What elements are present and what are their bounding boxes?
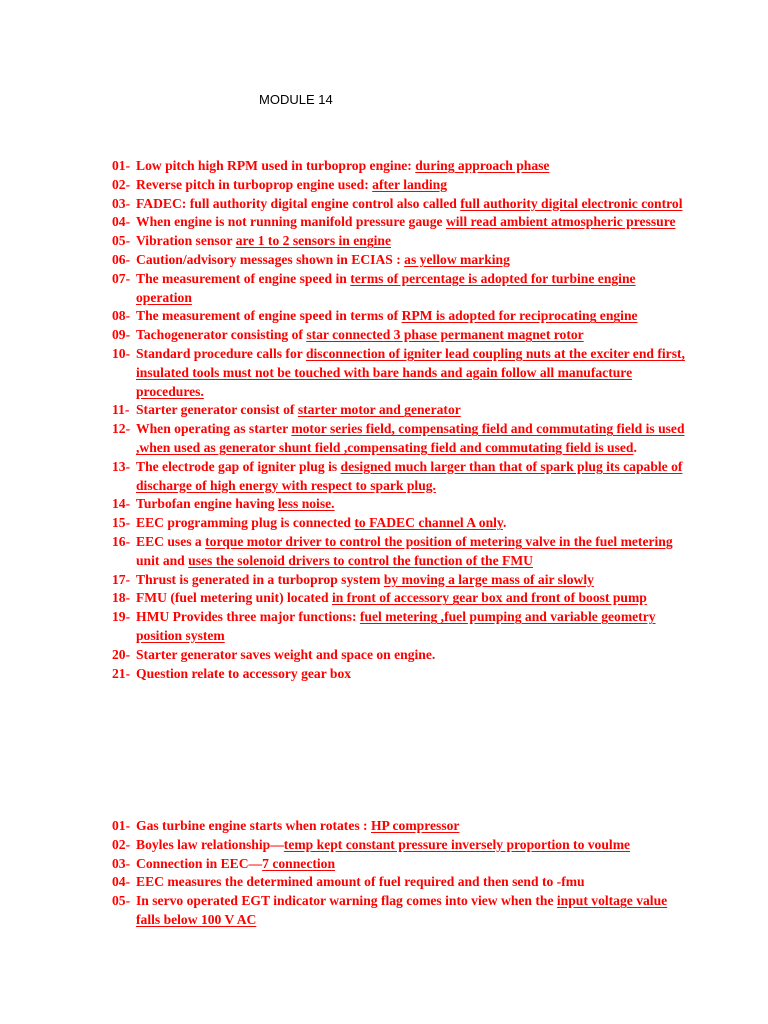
question-list-2 bbox=[112, 817, 692, 930]
question-text: Vibration sensor bbox=[136, 233, 236, 249]
list-item bbox=[112, 326, 692, 345]
item-text bbox=[136, 836, 692, 855]
item-number: 09- bbox=[112, 327, 131, 343]
list-item bbox=[112, 213, 692, 232]
question-text: Starter generator saves weight and space on engine. bbox=[136, 646, 436, 662]
list-item bbox=[112, 646, 692, 665]
list-item bbox=[112, 892, 692, 930]
answer-text: motor series field, compensating field and commutating field is used ,when used as generator shunt field ,compensating field and commutating field is used bbox=[136, 421, 685, 455]
list-item bbox=[112, 533, 692, 571]
item-number: 04- bbox=[112, 214, 131, 230]
item-text bbox=[136, 571, 692, 590]
item-number: 04- bbox=[112, 874, 131, 890]
question-list-1 bbox=[112, 157, 692, 683]
item-number: 12- bbox=[112, 421, 131, 437]
item-text bbox=[136, 495, 692, 514]
item-number: 01- bbox=[112, 158, 131, 173]
item-text bbox=[136, 608, 692, 646]
question-text: Standard procedure calls for bbox=[136, 345, 306, 361]
answer-text: 7 connection bbox=[262, 855, 336, 871]
question-text: EEC uses a bbox=[136, 533, 206, 549]
item-number: 20- bbox=[112, 646, 131, 662]
list-item bbox=[112, 571, 692, 590]
question-text: Starter generator consist of bbox=[136, 402, 298, 418]
item-number: 02- bbox=[112, 176, 131, 192]
answer-text: uses the solenoid drivers to control the function of the FMU bbox=[188, 552, 533, 568]
item-text bbox=[136, 195, 692, 214]
answer-text: starter motor and generator bbox=[297, 402, 461, 418]
question-text: Tachogenerator consisting of bbox=[136, 327, 307, 343]
list-item bbox=[112, 420, 692, 458]
item-text bbox=[136, 232, 692, 251]
question-text: FMU (fuel metering unit) located bbox=[136, 590, 332, 606]
item-text bbox=[136, 589, 692, 608]
list-item bbox=[112, 817, 692, 836]
question-text: EEC measures the determined amount of fuel required and then send to -fmu bbox=[136, 874, 585, 890]
item-text bbox=[136, 646, 692, 665]
item-text bbox=[136, 420, 692, 458]
question-text: Question relate to accessory gear box bbox=[136, 665, 352, 681]
item-number: 08- bbox=[112, 308, 131, 324]
item-number: 05- bbox=[112, 233, 131, 249]
list-item bbox=[112, 514, 692, 533]
answer-text: star connected 3 phase permanent magnet rotor bbox=[306, 327, 584, 343]
item-text bbox=[136, 401, 692, 420]
item-text bbox=[136, 892, 692, 930]
item-text bbox=[136, 326, 692, 345]
item-text bbox=[136, 176, 692, 195]
question-text: Gas turbine engine starts when rotates : bbox=[136, 818, 371, 833]
item-number: 15- bbox=[112, 515, 131, 531]
item-number: 13- bbox=[112, 458, 131, 474]
list-item bbox=[112, 195, 692, 214]
item-text bbox=[136, 514, 692, 533]
list-item bbox=[112, 608, 692, 646]
list-item bbox=[112, 251, 692, 270]
list-item bbox=[112, 458, 692, 496]
answer-text: in front of accessory gear box and front of boost pump bbox=[331, 590, 647, 606]
list-item bbox=[112, 855, 692, 874]
item-number: 18- bbox=[112, 590, 131, 606]
list-item bbox=[112, 589, 692, 608]
question-text: Caution/advisory messages shown in ECIAS : bbox=[136, 251, 405, 267]
question-text: . bbox=[502, 515, 507, 531]
item-text bbox=[136, 307, 692, 326]
list-item bbox=[112, 873, 692, 892]
item-number: 05- bbox=[112, 893, 131, 909]
list-item bbox=[112, 401, 692, 420]
answer-text: fuel metering ,fuel pumping and variable geometry position system bbox=[136, 609, 656, 643]
list-item bbox=[112, 836, 692, 855]
answer-text: disconnection of igniter lead coupling nuts at the exciter end first, insulated tools must not be touched with bare hands and again follow all manufacture procedures. bbox=[136, 345, 685, 399]
answer-text: HP compressor bbox=[370, 818, 460, 833]
answer-text: RPM is adopted for reciprocating engine bbox=[401, 308, 638, 324]
item-number: 16- bbox=[112, 533, 131, 549]
answer-text: designed much larger than that of spark plug its capable of discharge of high energy with respect to spark plug. bbox=[136, 458, 683, 493]
item-number: 03- bbox=[112, 855, 131, 871]
answer-text: as yellow marking bbox=[404, 251, 510, 267]
item-text bbox=[136, 213, 692, 232]
item-text bbox=[136, 855, 692, 874]
question-text: The measurement of engine speed in bbox=[136, 270, 351, 286]
page-title: MODULE 14 bbox=[259, 92, 333, 107]
item-text bbox=[136, 157, 692, 176]
question-text: HMU Provides three major functions: bbox=[136, 609, 360, 625]
answer-text: input voltage value falls below 100 V AC bbox=[136, 893, 668, 927]
question-text: unit and bbox=[136, 552, 189, 568]
item-number: 02- bbox=[112, 836, 131, 852]
item-text bbox=[136, 251, 692, 270]
answer-text: full authority digital electronic control bbox=[460, 195, 683, 211]
question-text: Reverse pitch in turboprop engine used: bbox=[136, 176, 373, 192]
item-number: 21- bbox=[112, 665, 131, 681]
question-text: The measurement of engine speed in terms of bbox=[136, 308, 402, 324]
question-text: EEC programming plug is connected bbox=[136, 515, 355, 531]
question-text: The electrode gap of igniter plug is bbox=[136, 458, 341, 474]
list-item bbox=[112, 665, 692, 684]
item-text bbox=[136, 458, 692, 496]
question-text: . bbox=[633, 439, 637, 455]
item-number: 03- bbox=[112, 195, 131, 211]
answer-text: less noise. bbox=[277, 496, 335, 512]
item-text bbox=[136, 665, 692, 684]
question-text: When engine is not running manifold pressure gauge bbox=[136, 214, 446, 230]
item-text bbox=[136, 873, 692, 892]
answer-text: are 1 to 2 sensors in engine bbox=[235, 233, 392, 249]
list-item bbox=[112, 495, 692, 514]
item-number: 06- bbox=[112, 251, 131, 267]
list-item bbox=[112, 307, 692, 326]
answer-text: by moving a large mass of air slowly bbox=[383, 571, 594, 587]
item-number: 07- bbox=[112, 270, 131, 286]
list-item bbox=[112, 345, 692, 401]
item-text bbox=[136, 533, 692, 571]
answer-text: terms of percentage is adopted for turbine engine operation bbox=[136, 270, 636, 305]
question-text: In servo operated EGT indicator warning flag comes into view when the bbox=[136, 893, 557, 909]
item-number: 10- bbox=[112, 345, 131, 361]
question-text: When operating as starter bbox=[136, 421, 292, 437]
question-text: Low pitch high RPM used in turboprop engine: bbox=[136, 158, 416, 173]
item-text bbox=[136, 270, 692, 308]
item-text bbox=[136, 345, 692, 401]
item-text bbox=[136, 817, 692, 836]
list-item bbox=[112, 270, 692, 308]
item-number: 14- bbox=[112, 496, 131, 512]
item-number: 11- bbox=[112, 402, 130, 418]
answer-text: torque motor driver to control the position of metering valve in the fuel metering bbox=[205, 533, 673, 549]
list-item bbox=[112, 176, 692, 195]
answer-text: after landing bbox=[372, 176, 448, 192]
list-item bbox=[112, 157, 692, 176]
question-text: Boyles law relationship— bbox=[136, 836, 284, 852]
answer-text: temp kept constant pressure inversely proportion to voulme bbox=[283, 836, 631, 852]
answer-text: during approach phase bbox=[415, 158, 550, 173]
item-number: 19- bbox=[112, 609, 131, 625]
item-number: 01- bbox=[112, 818, 131, 833]
question-text: Turbofan engine having bbox=[136, 496, 278, 512]
answer-text: will read ambient atmospheric pressure bbox=[445, 214, 676, 230]
question-text: FADEC: full authority digital engine control also called bbox=[136, 195, 461, 211]
question-text: Thrust is generated in a turboprop system bbox=[136, 571, 384, 587]
item-number: 17- bbox=[112, 571, 131, 587]
list-item bbox=[112, 232, 692, 251]
question-text: Connection in EEC— bbox=[136, 855, 263, 871]
answer-text: to FADEC channel A only bbox=[354, 515, 503, 531]
